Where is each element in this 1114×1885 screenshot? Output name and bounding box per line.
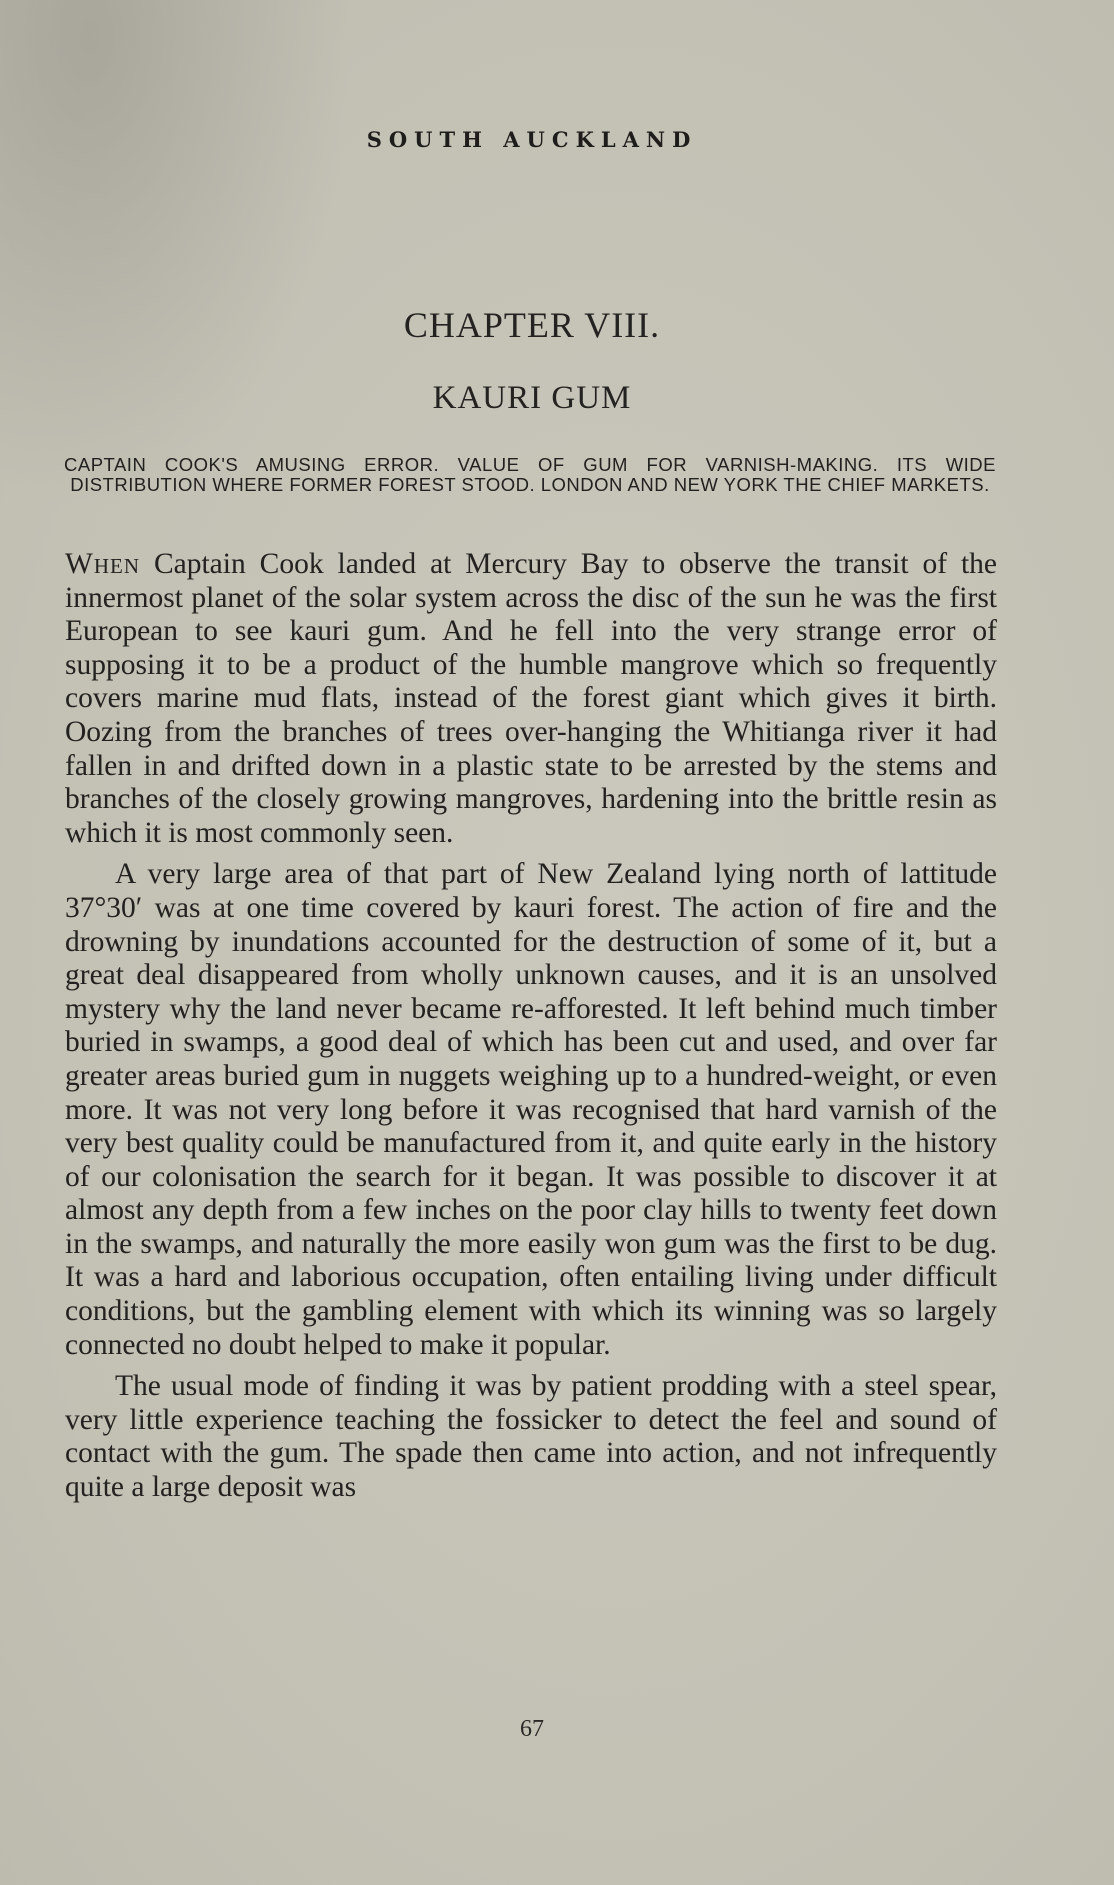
paragraph-lead-word: When <box>65 548 141 580</box>
paragraph-1 <box>65 548 997 850</box>
chapter-number: CHAPTER VIII. <box>403 305 661 345</box>
paragraph-3: The usual mode of finding it was by patient prodding with a steel spear, very little experience teaching the fossicker to detect the feel and sound of contact with the gum. The spade then came into action, and not infrequently quite a large deposit was <box>65 1370 997 1504</box>
running-head: SOUTH AUCKLAND <box>366 127 698 152</box>
page-number: 67 <box>520 1716 544 1742</box>
body-text <box>65 548 997 1505</box>
paragraph-2: A very large area of that part of New Zealand lying north of lattitude 37°30′ was at one time covered by kauri forest. The action of fire and the drowning by inundations accounted for the destruction of some of it, but a great deal disappeared from wholly unknown causes, and it is an unsolved mystery why the land never became re-afforested. It left behind much timber buried in swamps, a good deal of which has been cut and used, and over far greater areas buried gum in nuggets weighing up to a hundred-weight, or even more. It was not very long before it was recognised that hard varnish of the very best quality could be manufactured from it, and quite early in the history of our colonisation the search for it began. It was possible to discover it at almost any depth from a few inches on the poor clay hills to twenty feet down in the swamps, and naturally the more easily won gum was the first to be dug. It was a hard and laborious occupation, often entailing living under difficult conditions, but the gambling element with which its winning was so largely connected no doubt helped to make it popular. <box>65 858 997 1361</box>
paragraph-1-text: Captain Cook landed at Mercury Bay to observe the transit of the innermost planet of the solar system across the disc of the sun he was the first European to see kauri gum. And he fell into the very strange error of supposing it to be a product of the humble mangrove which so frequently covers marine mud flats, instead of the forest giant which gives it birth. Oozing from the branches of trees over-hanging the Whitianga river it had fallen in and drifted down in a plastic state to be arrested by the stems and branches of the closely growing mangroves, hardening into the brittle resin as which it is most commonly seen. <box>65 548 997 849</box>
chapter-title: KAURI GUM <box>432 380 632 416</box>
chapter-synopsis: CAPTAIN COOK'S AMUSING ERROR. VALUE OF GUM FOR VARNISH-MAKING. ITS WIDE DISTRIBUTION WHERE FORMER FOREST STOOD. LONDON AND NEW YORK THE CHIEF MARKETS. <box>64 454 996 495</box>
